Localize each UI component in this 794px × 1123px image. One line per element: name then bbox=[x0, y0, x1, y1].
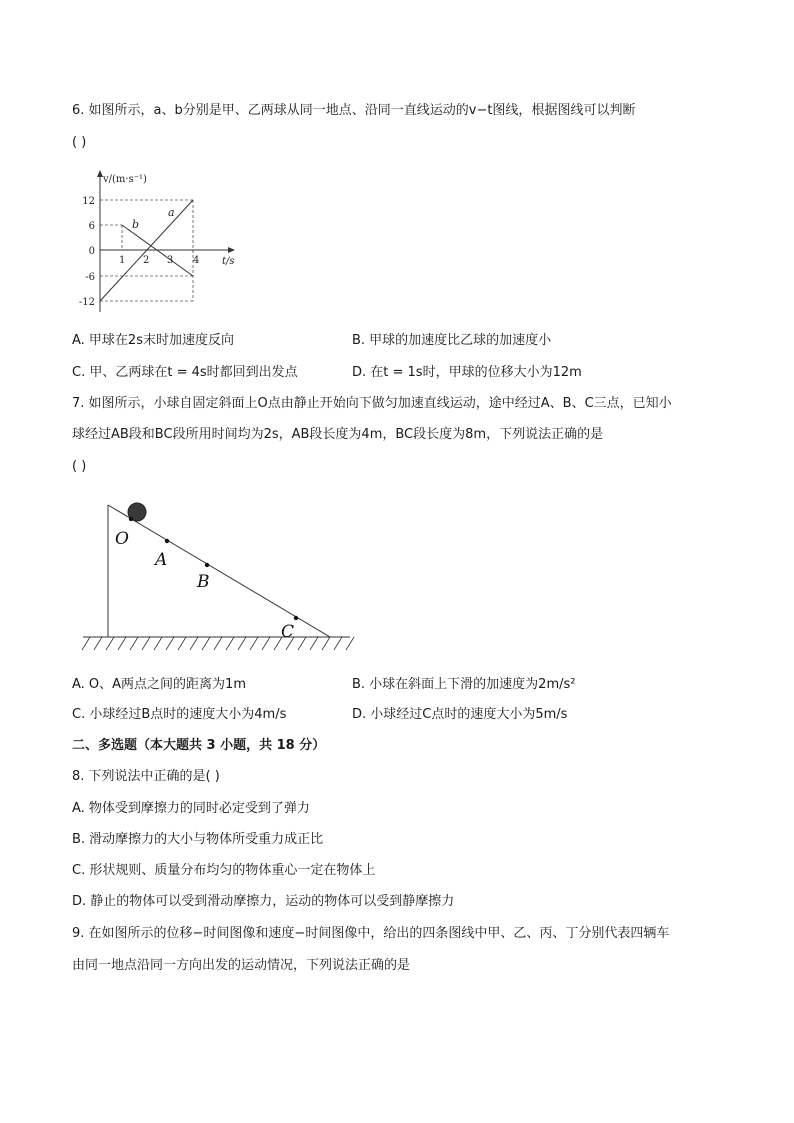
q7-option-c: C. 小球经过B点时的速度大小为4m/s bbox=[72, 707, 287, 722]
q6-option-a: A. 甲球在2s末时加速度反向 bbox=[72, 333, 234, 348]
q9-stem-line2: 由同一地点沿同一方向出发的运动情况，下列说法正确的是 bbox=[72, 958, 411, 973]
label-a: a bbox=[168, 206, 175, 219]
q6-option-d: D. 在t = 1s时，甲球的位移大小为12m bbox=[352, 365, 582, 380]
point-o bbox=[129, 517, 133, 521]
y-tick-12: 12 bbox=[82, 196, 95, 207]
label-b: b bbox=[132, 218, 140, 231]
x-tick-4: 4 bbox=[193, 255, 200, 266]
q7-incline-figure bbox=[78, 495, 358, 660]
q6-option-c: C. 甲、乙两球在t = 4s时都回到出发点 bbox=[72, 365, 298, 380]
q7-stem-line2: 球经过AB段和BC段所用时间均为2s，AB段长度为4m，BC段长度为8m，下列说法正确的是 bbox=[72, 427, 604, 442]
point-a bbox=[165, 539, 169, 543]
q6-stem-line1: 6. 如图所示，a、b分别是甲、乙两球从同一地点、沿同一直线运动的v−t图线，根据图线可以判断 bbox=[72, 103, 636, 118]
q8-option-d: D. 静止的物体可以受到滑动摩擦力，运动的物体可以受到静摩擦力 bbox=[72, 894, 455, 909]
section-title: 二、多选题（本大题共 3 小题，共 18 分） bbox=[72, 738, 326, 753]
q7-answer-paren: ( ) bbox=[72, 459, 87, 474]
label-a: A bbox=[155, 550, 168, 570]
x-axis-label: t/s bbox=[222, 256, 235, 267]
y-axis-label: v/(m·s⁻¹) bbox=[103, 174, 147, 185]
label-o: O bbox=[115, 529, 129, 549]
point-c bbox=[294, 616, 298, 620]
q7-stem-line1: 7. 如图所示，小球自固定斜面上O点由静止开始向下做匀加速直线运动，途中经过A、B、C三点，已知小 bbox=[72, 396, 672, 411]
q6-option-b: B. 甲球的加速度比乙球的加速度小 bbox=[352, 333, 552, 348]
label-b: B bbox=[197, 572, 210, 592]
q6-vt-graph bbox=[70, 166, 250, 316]
q8-option-c: C. 形状规则、质量分布均匀的物体重心一定在物体上 bbox=[72, 863, 376, 878]
label-c: C bbox=[281, 622, 295, 642]
q8-stem: 8. 下列说法中正确的是( ) bbox=[72, 769, 220, 784]
x-tick-2: 2 bbox=[143, 255, 150, 266]
y-tick-m6: -6 bbox=[85, 272, 95, 283]
x-tick-1: 1 bbox=[119, 255, 126, 266]
q7-option-a: A. O、A两点之间的距离为1m bbox=[72, 677, 246, 692]
q8-option-a: A. 物体受到摩擦力的同时必定受到了弹力 bbox=[72, 801, 310, 816]
q7-option-d: D. 小球经过C点时的速度大小为5m/s bbox=[352, 707, 568, 722]
x-arrow bbox=[228, 247, 235, 253]
q9-stem-line1: 9. 在如图所示的位移−时间图像和速度−时间图像中，给出的四条图线中甲、乙、丙、丁分别代表四辆车 bbox=[72, 926, 670, 941]
q7-option-b: B. 小球在斜面上下滑的加速度为2m/s² bbox=[352, 677, 576, 692]
y-tick-m12: -12 bbox=[78, 297, 95, 308]
q6-answer-paren: ( ) bbox=[72, 135, 87, 150]
y-tick-0: 0 bbox=[88, 246, 95, 257]
q8-option-b: B. 滑动摩擦力的大小与物体所受重力成正比 bbox=[72, 832, 324, 847]
x-tick-3: 3 bbox=[167, 255, 174, 266]
y-tick-6: 6 bbox=[88, 221, 95, 232]
point-b bbox=[205, 563, 209, 567]
ground-hatch bbox=[82, 637, 354, 650]
